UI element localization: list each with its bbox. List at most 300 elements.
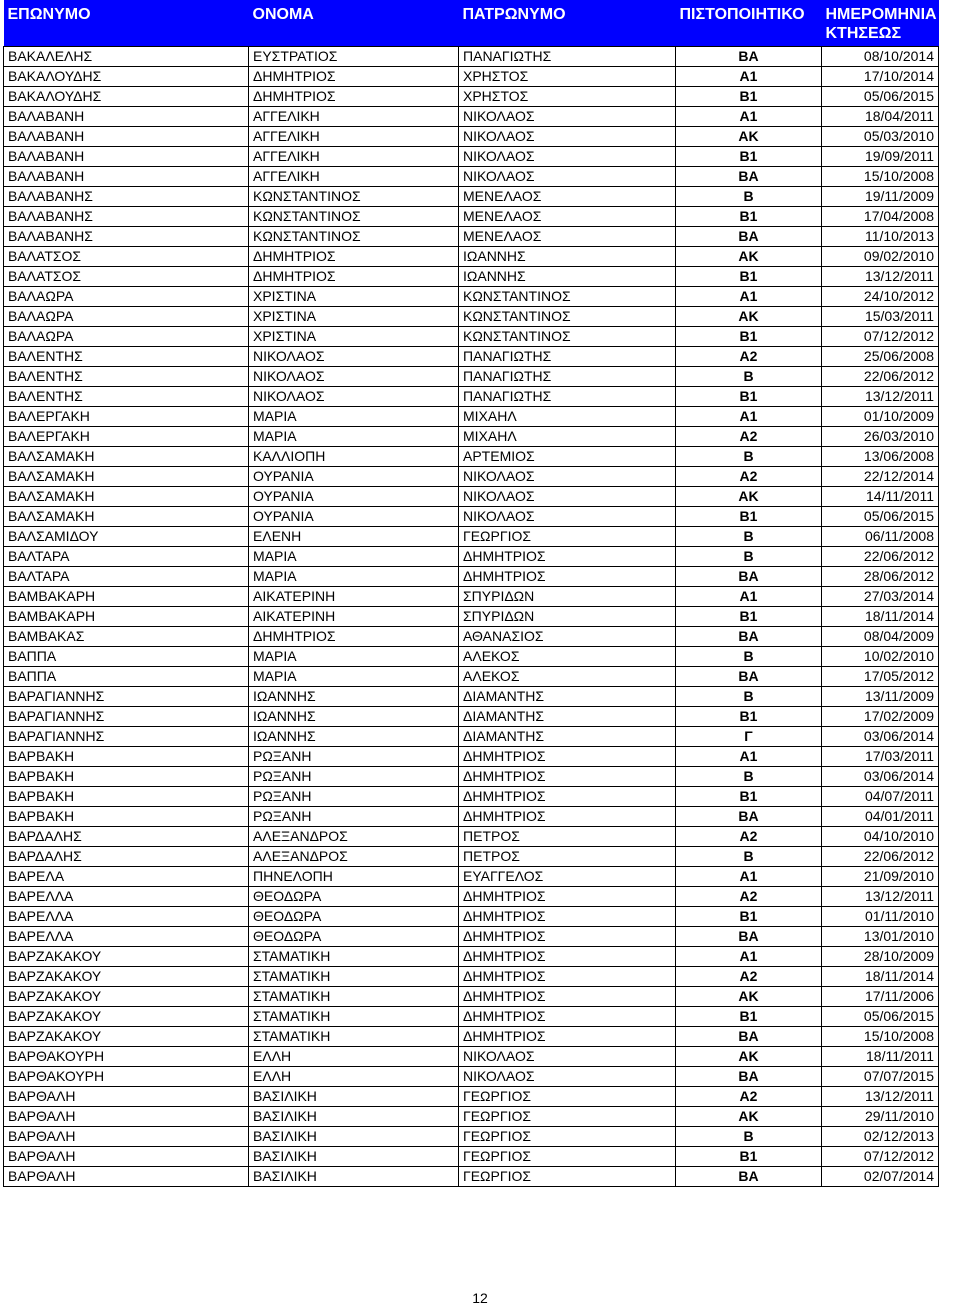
name-cell: ΒΑΣΙΛΙΚΗ [249,1147,459,1167]
certificate-cell: ΑΚ [676,987,822,1007]
father-name-cell: ΝΙΚΟΛΑΟΣ [459,507,676,527]
surname-cell: ΒΑΡΕΛΛΑ [4,887,249,907]
certificate-cell: Β [676,187,822,207]
surname-cell: ΒΑΛΕΡΓΑΚΗ [4,407,249,427]
table-row [4,167,939,187]
name-cell: ΣΤΑΜΑΤΙΚΗ [249,987,459,1007]
date-cell: 17/04/2008 [822,207,939,227]
date-cell: 19/11/2009 [822,187,939,207]
surname-cell: ΒΑΠΠΑ [4,647,249,667]
certificate-cell: Β [676,527,822,547]
father-name-cell: ΠΑΝΑΓΙΩΤΗΣ [459,367,676,387]
name-cell: ΡΩΞΑΝΗ [249,747,459,767]
certificate-cell: Β1 [676,507,822,527]
name-cell: ΙΩΑΝΝΗΣ [249,707,459,727]
date-cell: 05/03/2010 [822,127,939,147]
surname-cell: ΒΑΛΑΒΑΝΗ [4,127,249,147]
certificate-cell: Β [676,547,822,567]
date-cell: 04/01/2011 [822,807,939,827]
table-row [4,907,939,927]
header-row [4,0,939,47]
date-cell: 13/12/2011 [822,267,939,287]
name-cell: ΝΙΚΟΛΑΟΣ [249,387,459,407]
father-name-cell: ΠΕΤΡΟΣ [459,847,676,867]
table-row [4,127,939,147]
table-row [4,627,939,647]
father-name-cell: ΕΥΑΓΓΕΛΟΣ [459,867,676,887]
date-cell: 08/04/2009 [822,627,939,647]
name-cell: ΣΤΑΜΑΤΙΚΗ [249,947,459,967]
surname-cell: ΒΑΛΑΩΡΑ [4,287,249,307]
name-cell: ΣΤΑΜΑΤΙΚΗ [249,1007,459,1027]
date-cell: 22/06/2012 [822,547,939,567]
surname-cell: ΒΑΚΑΛΕΛΗΣ [4,47,249,67]
certificates-table [3,0,939,1187]
date-cell: 18/11/2014 [822,967,939,987]
name-cell: ΑΛΕΞΑΝΔΡΟΣ [249,847,459,867]
name-cell: ΜΑΡΙΑ [249,547,459,567]
surname-cell: ΒΑΠΠΑ [4,667,249,687]
surname-cell: ΒΑΡΕΛΛΑ [4,927,249,947]
certificate-cell: ΑΚ [676,127,822,147]
date-cell: 05/06/2015 [822,87,939,107]
name-cell: ΠΗΝΕΛΟΠΗ [249,867,459,887]
certificate-cell: Α1 [676,747,822,767]
table-row [4,607,939,627]
date-cell: 17/11/2006 [822,987,939,1007]
certificate-cell: ΑΚ [676,1107,822,1127]
certificate-cell: Α2 [676,347,822,367]
table-row [4,1167,939,1187]
table-row [4,727,939,747]
table-row [4,867,939,887]
certificate-cell: Β1 [676,1147,822,1167]
table-row [4,287,939,307]
table-row [4,687,939,707]
certificate-cell: Β1 [676,387,822,407]
surname-cell: ΒΑΡΖΑΚΑΚΟΥ [4,987,249,1007]
name-cell: ΔΗΜΗΤΡΙΟΣ [249,87,459,107]
table-row [4,187,939,207]
certificate-cell: ΑΚ [676,307,822,327]
date-cell: 13/12/2011 [822,387,939,407]
father-name-cell: ΑΡΤΕΜΙΟΣ [459,447,676,467]
certificate-cell: ΑΚ [676,487,822,507]
father-name-cell: ΓΕΩΡΓΙΟΣ [459,527,676,547]
name-cell: ΟΥΡΑΝΙΑ [249,467,459,487]
name-cell: ΡΩΞΑΝΗ [249,807,459,827]
certificate-cell: ΒΑ [676,807,822,827]
certificate-cell: Α2 [676,1087,822,1107]
date-cell: 13/12/2011 [822,887,939,907]
name-cell: ΣΤΑΜΑΤΙΚΗ [249,1027,459,1047]
father-name-cell: ΔΗΜΗΤΡΙΟΣ [459,747,676,767]
certificate-cell: Α1 [676,407,822,427]
surname-cell: ΒΑΡΕΛΛΑ [4,907,249,927]
father-name-cell: ΜΙΧΑΗΛ [459,427,676,447]
surname-cell: ΒΑΛΕΝΤΗΣ [4,347,249,367]
father-name-cell: ΠΑΝΑΓΙΩΤΗΣ [459,387,676,407]
father-name-cell: ΝΙΚΟΛΑΟΣ [459,127,676,147]
table-body [4,47,939,1187]
date-cell: 03/06/2014 [822,727,939,747]
name-cell: ΔΗΜΗΤΡΙΟΣ [249,267,459,287]
father-name-cell: ΑΛΕΚΟΣ [459,647,676,667]
name-cell: ΔΗΜΗΤΡΙΟΣ [249,627,459,647]
name-cell: ΧΡΙΣΤΙΝΑ [249,327,459,347]
name-cell: ΕΛΕΝΗ [249,527,459,547]
certificate-cell: Β [676,767,822,787]
father-name-cell: ΠΕΤΡΟΣ [459,827,676,847]
surname-cell: ΒΑΛΑΩΡΑ [4,307,249,327]
father-name-cell: ΣΠΥΡΙΔΩΝ [459,587,676,607]
table-row [4,1087,939,1107]
father-name-cell: ΔΗΜΗΤΡΙΟΣ [459,547,676,567]
name-cell: ΘΕΟΔΩΡΑ [249,907,459,927]
name-cell: ΑΓΓΕΛΙΚΗ [249,167,459,187]
father-name-cell: ΔΗΜΗΤΡΙΟΣ [459,887,676,907]
father-name-cell: ΔΗΜΗΤΡΙΟΣ [459,927,676,947]
date-cell: 19/09/2011 [822,147,939,167]
header-father-name: ΠΑΤΡΩΝΥΜΟ [459,0,676,47]
name-cell: ΚΑΛΛΙΟΠΗ [249,447,459,467]
date-cell: 25/06/2008 [822,347,939,367]
date-cell: 14/11/2011 [822,487,939,507]
father-name-cell: ΓΕΩΡΓΙΟΣ [459,1167,676,1187]
father-name-cell: ΔΗΜΗΤΡΙΟΣ [459,787,676,807]
table-row [4,387,939,407]
date-cell: 13/06/2008 [822,447,939,467]
date-cell: 18/11/2014 [822,607,939,627]
certificate-cell: Β1 [676,207,822,227]
certificate-cell: ΒΑ [676,167,822,187]
certificate-cell: ΒΑ [676,927,822,947]
father-name-cell: ΝΙΚΟΛΑΟΣ [459,107,676,127]
table-row [4,527,939,547]
father-name-cell: ΚΩΝΣΤΑΝΤΙΝΟΣ [459,327,676,347]
table-row [4,307,939,327]
name-cell: ΕΛΛΗ [249,1067,459,1087]
certificate-cell: Α1 [676,947,822,967]
father-name-cell: ΚΩΝΣΤΑΝΤΙΝΟΣ [459,307,676,327]
table-row [4,47,939,67]
table-row [4,747,939,767]
table-row [4,827,939,847]
table-row [4,967,939,987]
name-cell: ΕΛΛΗ [249,1047,459,1067]
document-page [3,0,938,1187]
date-cell: 02/12/2013 [822,1127,939,1147]
date-cell: 22/06/2012 [822,367,939,387]
table-row [4,227,939,247]
surname-cell: ΒΑΛΕΡΓΑΚΗ [4,427,249,447]
table-row [4,507,939,527]
name-cell: ΑΙΚΑΤΕΡΙΝΗ [249,607,459,627]
certificate-cell: Β1 [676,787,822,807]
father-name-cell: ΧΡΗΣΤΟΣ [459,67,676,87]
name-cell: ΙΩΑΝΝΗΣ [249,727,459,747]
date-cell: 21/09/2010 [822,867,939,887]
table-row [4,567,939,587]
certificate-cell: Β1 [676,267,822,287]
table-row [4,847,939,867]
name-cell: ΝΙΚΟΛΑΟΣ [249,347,459,367]
father-name-cell: ΔΙΑΜΑΝΤΗΣ [459,707,676,727]
table-row [4,107,939,127]
surname-cell: ΒΑΡΖΑΚΑΚΟΥ [4,1007,249,1027]
surname-cell: ΒΑΛΑΒΑΝΗ [4,167,249,187]
surname-cell: ΒΑΡΘΑΚΟΥΡΗ [4,1047,249,1067]
date-cell: 15/03/2011 [822,307,939,327]
surname-cell: ΒΑΡΑΓΙΑΝΝΗΣ [4,727,249,747]
name-cell: ΜΑΡΙΑ [249,427,459,447]
father-name-cell: ΔΗΜΗΤΡΙΟΣ [459,767,676,787]
certificate-cell: ΒΑ [676,1167,822,1187]
father-name-cell: ΝΙΚΟΛΑΟΣ [459,1047,676,1067]
father-name-cell: ΔΗΜΗΤΡΙΟΣ [459,967,676,987]
surname-cell: ΒΑΛΑΒΑΝΗΣ [4,227,249,247]
date-cell: 07/12/2012 [822,327,939,347]
father-name-cell: ΓΕΩΡΓΙΟΣ [459,1127,676,1147]
date-cell: 13/12/2011 [822,1087,939,1107]
father-name-cell: ΠΑΝΑΓΙΩΤΗΣ [459,347,676,367]
surname-cell: ΒΑΛΑΒΑΝΗΣ [4,207,249,227]
table-row [4,947,939,967]
table-row [4,987,939,1007]
date-cell: 13/01/2010 [822,927,939,947]
father-name-cell: ΙΩΑΝΝΗΣ [459,267,676,287]
table-row [4,1107,939,1127]
surname-cell: ΒΑΚΑΛΟΥΔΗΣ [4,67,249,87]
name-cell: ΜΑΡΙΑ [249,407,459,427]
surname-cell: ΒΑΜΒΑΚΑΣ [4,627,249,647]
date-cell: 09/02/2010 [822,247,939,267]
father-name-cell: ΝΙΚΟΛΑΟΣ [459,467,676,487]
certificate-cell: ΒΑ [676,667,822,687]
table-row [4,647,939,667]
certificate-cell: Α2 [676,887,822,907]
name-cell: ΙΩΑΝΝΗΣ [249,687,459,707]
certificate-cell: Α1 [676,67,822,87]
table-row [4,667,939,687]
surname-cell: ΒΑΚΑΛΟΥΔΗΣ [4,87,249,107]
certificate-cell: Α1 [676,867,822,887]
date-cell: 02/07/2014 [822,1167,939,1187]
name-cell: ΑΓΓΕΛΙΚΗ [249,127,459,147]
surname-cell: ΒΑΛΑΤΣΟΣ [4,267,249,287]
certificate-cell: Β1 [676,147,822,167]
name-cell: ΚΩΝΣΤΑΝΤΙΝΟΣ [249,187,459,207]
table-row [4,467,939,487]
certificate-cell: Β [676,1127,822,1147]
date-cell: 03/06/2014 [822,767,939,787]
father-name-cell: ΚΩΝΣΤΑΝΤΙΝΟΣ [459,287,676,307]
table-row [4,367,939,387]
table-row [4,707,939,727]
table-row [4,767,939,787]
certificate-cell: Β1 [676,1007,822,1027]
table-row [4,207,939,227]
name-cell: ΑΓΓΕΛΙΚΗ [249,107,459,127]
name-cell: ΚΩΝΣΤΑΝΤΙΝΟΣ [249,227,459,247]
surname-cell: ΒΑΡΒΑΚΗ [4,807,249,827]
father-name-cell: ΝΙΚΟΛΑΟΣ [459,167,676,187]
header-acquisition-date: ΗΜΕΡΟΜΗΝΙΑ ΚΤΗΣΕΩΣ [822,0,939,47]
surname-cell: ΒΑΛΕΝΤΗΣ [4,367,249,387]
surname-cell: ΒΑΡΘΑΛΗ [4,1147,249,1167]
surname-cell: ΒΑΡΖΑΚΑΚΟΥ [4,1027,249,1047]
surname-cell: ΒΑΡΖΑΚΑΚΟΥ [4,947,249,967]
certificate-cell: Β [676,847,822,867]
father-name-cell: ΑΘΑΝΑΣΙΟΣ [459,627,676,647]
certificate-cell: Β [676,687,822,707]
name-cell: ΟΥΡΑΝΙΑ [249,507,459,527]
name-cell: ΑΙΚΑΤΕΡΙΝΗ [249,587,459,607]
certificate-cell: ΑΚ [676,1047,822,1067]
certificate-cell: Β1 [676,327,822,347]
surname-cell: ΒΑΡΘΑΛΗ [4,1107,249,1127]
table-row [4,487,939,507]
date-cell: 13/11/2009 [822,687,939,707]
name-cell: ΔΗΜΗΤΡΙΟΣ [249,247,459,267]
date-cell: 17/02/2009 [822,707,939,727]
date-cell: 18/04/2011 [822,107,939,127]
table-header [4,0,939,47]
date-cell: 18/11/2011 [822,1047,939,1067]
table-row [4,147,939,167]
surname-cell: ΒΑΛΣΑΜΑΚΗ [4,507,249,527]
date-cell: 04/10/2010 [822,827,939,847]
name-cell: ΘΕΟΔΩΡΑ [249,927,459,947]
surname-cell: ΒΑΜΒΑΚΑΡΗ [4,607,249,627]
date-cell: 26/03/2010 [822,427,939,447]
certificate-cell: ΒΑ [676,627,822,647]
surname-cell: ΒΑΡΒΑΚΗ [4,767,249,787]
name-cell: ΡΩΞΑΝΗ [249,787,459,807]
name-cell: ΒΑΣΙΛΙΚΗ [249,1107,459,1127]
surname-cell: ΒΑΡΑΓΙΑΝΝΗΣ [4,687,249,707]
surname-cell: ΒΑΡΘΑΚΟΥΡΗ [4,1067,249,1087]
certificate-cell: ΒΑ [676,1027,822,1047]
certificate-cell: Β [676,647,822,667]
father-name-cell: ΜΕΝΕΛΑΟΣ [459,227,676,247]
name-cell: ΡΩΞΑΝΗ [249,767,459,787]
father-name-cell: ΔΗΜΗΤΡΙΟΣ [459,907,676,927]
table-row [4,1147,939,1167]
name-cell: ΒΑΣΙΛΙΚΗ [249,1167,459,1187]
table-row [4,407,939,427]
certificate-cell: Α2 [676,827,822,847]
father-name-cell: ΔΗΜΗΤΡΙΟΣ [459,1027,676,1047]
certificate-cell: Β1 [676,87,822,107]
father-name-cell: ΙΩΑΝΝΗΣ [459,247,676,267]
certificate-cell: ΒΑ [676,567,822,587]
name-cell: ΑΓΓΕΛΙΚΗ [249,147,459,167]
father-name-cell: ΜΕΝΕΛΑΟΣ [459,207,676,227]
father-name-cell: ΜΙΧΑΗΛ [459,407,676,427]
certificate-cell: Γ [676,727,822,747]
father-name-cell: ΝΙΚΟΛΑΟΣ [459,487,676,507]
certificate-cell: Α2 [676,427,822,447]
father-name-cell: ΧΡΗΣΤΟΣ [459,87,676,107]
date-cell: 10/02/2010 [822,647,939,667]
surname-cell: ΒΑΡΘΑΛΗ [4,1127,249,1147]
father-name-cell: ΑΛΕΚΟΣ [459,667,676,687]
date-cell: 17/10/2014 [822,67,939,87]
father-name-cell: ΓΕΩΡΓΙΟΣ [459,1087,676,1107]
certificate-cell: Α2 [676,467,822,487]
surname-cell: ΒΑΛΕΝΤΗΣ [4,387,249,407]
date-cell: 01/11/2010 [822,907,939,927]
name-cell: ΧΡΙΣΤΙΝΑ [249,287,459,307]
date-cell: 04/07/2011 [822,787,939,807]
name-cell: ΑΛΕΞΑΝΔΡΟΣ [249,827,459,847]
date-cell: 17/03/2011 [822,747,939,767]
table-row [4,1027,939,1047]
father-name-cell: ΔΗΜΗΤΡΙΟΣ [459,1007,676,1027]
surname-cell: ΒΑΛΣΑΜΙΔΟΥ [4,527,249,547]
date-cell: 15/10/2008 [822,167,939,187]
certificate-cell: Β1 [676,907,822,927]
surname-cell: ΒΑΛΑΩΡΑ [4,327,249,347]
date-cell: 05/06/2015 [822,507,939,527]
name-cell: ΧΡΙΣΤΙΝΑ [249,307,459,327]
father-name-cell: ΔΗΜΗΤΡΙΟΣ [459,987,676,1007]
table-row [4,807,939,827]
name-cell: ΕΥΣΤΡΑΤΙΟΣ [249,47,459,67]
father-name-cell: ΠΑΝΑΓΙΩΤΗΣ [459,47,676,67]
father-name-cell: ΔΗΜΗΤΡΙΟΣ [459,947,676,967]
name-cell: ΝΙΚΟΛΑΟΣ [249,367,459,387]
table-row [4,267,939,287]
table-row [4,1007,939,1027]
name-cell: ΣΤΑΜΑΤΙΚΗ [249,967,459,987]
date-cell: 07/12/2012 [822,1147,939,1167]
father-name-cell: ΔΙΑΜΑΝΤΗΣ [459,727,676,747]
surname-cell: ΒΑΜΒΑΚΑΡΗ [4,587,249,607]
certificate-cell: ΒΑ [676,47,822,67]
table-row [4,87,939,107]
table-row [4,67,939,87]
surname-cell: ΒΑΡΘΑΛΗ [4,1087,249,1107]
table-row [4,247,939,267]
table-row [4,1047,939,1067]
name-cell: ΜΑΡΙΑ [249,647,459,667]
date-cell: 22/06/2012 [822,847,939,867]
date-cell: 22/12/2014 [822,467,939,487]
date-cell: 06/11/2008 [822,527,939,547]
header-certificate: ΠΙΣΤΟΠΟΙΗΤΙΚΟ [676,0,822,47]
table-row [4,427,939,447]
certificate-cell: Β [676,447,822,467]
surname-cell: ΒΑΛΤΑΡΑ [4,547,249,567]
table-row [4,447,939,467]
father-name-cell: ΓΕΩΡΓΙΟΣ [459,1147,676,1167]
father-name-cell: ΓΕΩΡΓΙΟΣ [459,1107,676,1127]
name-cell: ΔΗΜΗΤΡΙΟΣ [249,67,459,87]
name-cell: ΟΥΡΑΝΙΑ [249,487,459,507]
certificate-cell: Α1 [676,287,822,307]
table-row [4,327,939,347]
certificate-cell: Β1 [676,607,822,627]
surname-cell: ΒΑΡΘΑΛΗ [4,1167,249,1187]
date-cell: 17/05/2012 [822,667,939,687]
surname-cell: ΒΑΡΒΑΚΗ [4,787,249,807]
father-name-cell: ΜΕΝΕΛΑΟΣ [459,187,676,207]
table-row [4,587,939,607]
table-row [4,787,939,807]
surname-cell: ΒΑΡΒΑΚΗ [4,747,249,767]
